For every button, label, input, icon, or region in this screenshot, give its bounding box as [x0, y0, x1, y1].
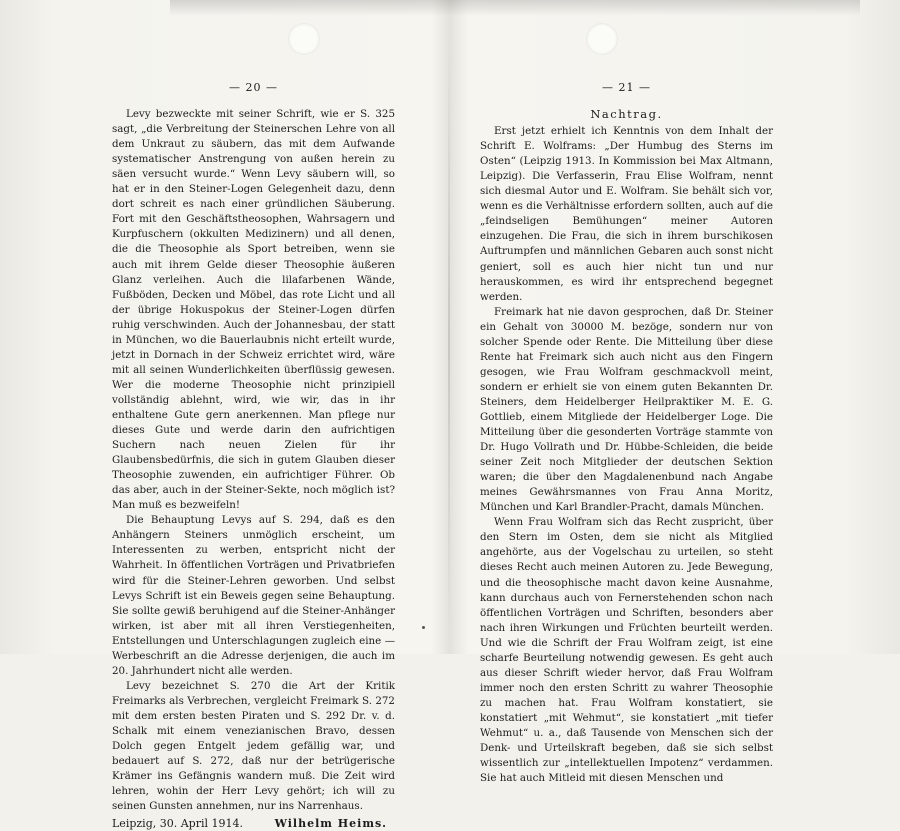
paragraph: Wenn Frau Wolfram sich das Recht zuspricht, über den Stern im Osten, dem sie nicht als Mitglied angehörte, aus der Vogelschau zu urteilen, so steht dieses Recht auch meinen Autoren zu. Jede Bewegung, und die theosophische macht davon keine Ausnahme, kann durchaus auch von Fernerstehenden schon nach öffentlichen Vorträgen und Schriften, besonders aber nach ihren Wirkungen und Früchten beurteilt werden. Und wie die Schrift der Frau Wolfram zeigt, ist eine scharfe Beurteilung notwendig gewesen. Es geht auch aus dieser Schrift wieder hervor, daß Frau Wolfram immer noch den ersten Schritt zu wahrer Theosophie zu machen hat. Frau Wolfram konstatiert, sie konstatiert „mit Wehmut“, sie konstatiert „mit tiefer Wehmut“ u. a., daß Tausende von Menschen sich der Denk- und Urteilskraft begeben, daß sie sich selbst wissentlich zur „intellektuellen Impotenz“ verdammen. Sie hat auch Mitleid mit diesen Menschen und [480, 516, 773, 785]
paragraph: Die Behauptung Levys auf S. 294, daß es den Anhängern Steiners unmöglich erscheint, um Interessenten zu werben, entspricht nicht der Wahrheit. In öffentlichen Vorträgen und Privatbriefen wird für die Steiner-Lehren geworben. Und selbst Levys Schrift ist ein Beweis gegen seine Behauptung. Sie sollte gewiß beruhigend auf die Steiner-Anhänger wirken, ist aber mit all ihren Verstiegenheiten, Entstellungen und Unterschlagungen zugleich eine — Werbeschrift an die Adresse derjenigen, die auch im 20. Jahrhundert nicht alle werden. [112, 514, 395, 677]
section-heading: Nachtrag. [590, 107, 663, 122]
punch-hole-left [288, 23, 320, 55]
left-page [112, 80, 395, 831]
book-gutter [448, 40, 450, 640]
paragraph: Levy bezeichnet S. 270 die Art der Kritik Freimarks als Verbrechen, vergleicht Freimark S. 272 mit dem ersten besten Piraten und S. 292 Dr. v. d. Schalk mit einem venezianischen Bravo, dessen Dolch gegen Entgelt jedem gefällig war, und bedauert auf S. 272, daß nur der betrügerische Krämer ins Gefängnis wandern muß. Die Zeit wird lehren, wohin der Herr Levy gehört; ich will zu seinen Gunsten annehmen, nur ins Narrenhaus. [112, 679, 395, 813]
paragraph: Erst jetzt erhielt ich Kenntnis von dem Inhalt der Schrift E. Wolframs: „Der Humbug des Sterns im Osten“ (Leipzig 1913. In Kommission bei Max Altmann, Leipzig). Die Verfasserin, Frau Elise Wolfram, nennt sich diesmal Autor und E. Wolfram. Sie behält sich vor, wenn es die Verhältnisse erfordern sollten, auch auf die „feindseligen Bemühungen“ meiner Autoren einzugehen. Die Frau, die sich in ihrem burschikosen Auftrumpfen und männlichen Gebaren auch sonst nicht geniert, soll es auch hier nicht tun und nur herauskommen, es wird ihr entsprechend begegnet werden. [480, 125, 773, 303]
right-page [480, 80, 773, 786]
dust-speck [422, 626, 425, 629]
signature-author: Wilhelm Heims. [274, 817, 387, 831]
page-number-left: — 20 — [229, 81, 278, 94]
paragraph: Levy bezweckte mit seiner Schrift, wie er S. 325 sagt, „die Verbreitung der Steinerschen Lehre von all dem Unkraut zu säubern, das mit dem Aufwande systematischer Anstrengung von außen herein zu säen versucht wurde.“ Wenn Levy säubern will, so hat er in den Steiner-Logen Gelegenheit dazu, denn dort schreit es nach einer gründlichen Säuberung. Fort mit den Geschäftstheosophen, Wahrsagern und Kurpfuschern (okkulten Medizinern) und all denen, die die Theosophie als Sport betreiben, wenn sie auch mit ihrem Gelde dieser Theosophie äußeren Glanz verleihen. Auch die lilafarbenen Wände, Fußböden, Decken und Möbel, das rote Licht und all der übrige Hokuspokus der Steiner-Logen dürfen ruhig verschwinden. Auch der Johannesbau, der statt in München, wo die Bauerlaubnis nicht erteilt wurde, jetzt in Dornach in der Schweiz errichtet wird, wäre mit all seinen Wunderlichkeiten überflüssig gewesen. Wer die moderne Theosophie nicht prinzipiell vollständig ablehnt, wird, wie wir, das in ihr enthaltene Gute gern anerkennen. Man pflege nur dieses Gute und werde darin den aufrichtigen Suchern nach neuen Zielen für ihr Glaubensbedürfnis, die sich in gutem Glauben dieser Theosophie zuwenden, ein aufrichtiger Führer. Ob das aber, auch in der Steiner-Sekte, noch möglich ist? Man muß es bezweifeln! [112, 108, 395, 512]
top-edge-shadow [170, 0, 860, 16]
paragraph: Freimark hat nie davon gesprochen, daß Dr. Steiner ein Gehalt von 30000 M. bezöge, sondern nur von solcher Spende oder Rente. Die Mitteilung über diese Rente hat Freimark sich auch nicht aus den Fingern gesogen, wie Frau Wolfram geschmackvoll meint, sondern er erhielt sie von einem guten Bekannten Dr. Steiners, dem Heidelberger Heilpraktiker M. E. G. Gottlieb, einem Mitgliede der Heidelberger Loge. Die Mitteilung über die gesonderten Vorträge stammte von Dr. Hugo Vollrath und Dr. Hübbe-Schleiden, die beide seiner Zeit noch Mitglieder der deutschen Sektion waren; die über den Magdalenenbund nach Angabe meines Gewährsmannes von Frau Anna Moritz, München und Karl Brandler-Pracht, damals München. [480, 305, 773, 514]
page-number-right: — 21 — [602, 81, 651, 94]
signature-line [112, 816, 395, 831]
signature-place-date: Leipzig, 30. April 1914. [112, 817, 243, 831]
punch-hole-right [586, 23, 618, 55]
